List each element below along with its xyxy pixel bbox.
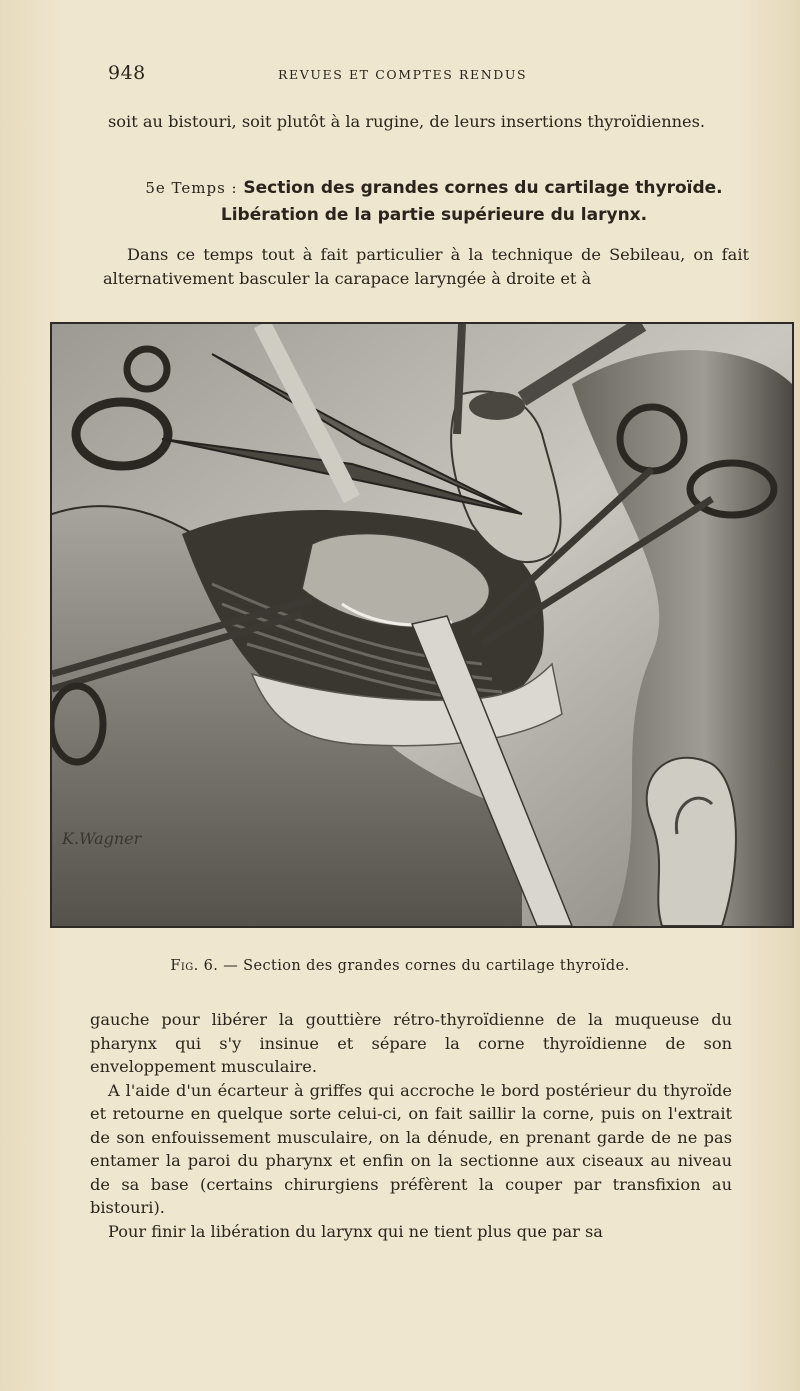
running-head: REVUES ET COMPTES RENDUS xyxy=(278,67,528,82)
section-heading xyxy=(120,175,748,229)
body-text-bottom xyxy=(90,1008,732,1243)
artist-signature: K.Wagner xyxy=(62,829,142,848)
section-heading-prefix: 5e Temps : xyxy=(145,179,244,197)
surgical-illustration xyxy=(52,324,792,926)
surgical-figure xyxy=(50,322,794,928)
page-number: 948 xyxy=(108,62,146,84)
upper-probe xyxy=(457,324,462,434)
ear-illustration xyxy=(647,758,736,926)
figure-label: Fig. 6. xyxy=(170,958,219,974)
section-heading-line-2: Libération de la partie supérieure du larynx. xyxy=(220,205,648,225)
page-header xyxy=(108,62,748,92)
paragraph-pour: Pour finir la libération du larynx qui ne tient plus que par sa xyxy=(108,1221,603,1241)
section-heading-line-1 xyxy=(120,175,748,202)
paragraph-gauche: gauche pour libérer la gouttière rétro-thyroïdienne de la muqueuse du pharynx qui s'y insinue et sépare la corne thyroïdienne de son enveloppement musculaire. xyxy=(90,1010,732,1076)
figure-caption xyxy=(0,958,800,974)
figure-caption-text: — Section des grandes cornes du cartilage thyroïde. xyxy=(218,958,630,974)
section-heading-title: Section des grandes cornes du cartilage thyroïde. xyxy=(243,178,723,198)
trachea-opening xyxy=(469,392,525,420)
paragraph-dans: Dans ce temps tout à fait particulier à la technique de Sebileau, on fait alternativement basculer la carapace laryngée à droite et à xyxy=(103,245,749,288)
paragraph-aide: A l'aide d'un écarteur à griffes qui accroche le bord postérieur du thyroïde et retourne en quelque sorte celui-ci, on fait saillir la corne, puis on l'extrait de son enfouissement musculaire, on la dénude, en prenant garde de ne pas entamer la paroi du pharynx et enfin on la sectionne aux ciseaux au niveau de sa base (certains chirurgiens préfèrent la couper par transfixion au bistouri). xyxy=(90,1080,732,1217)
opening-paragraph: soit au bistouri, soit plutôt à la rugine, de leurs insertions thyroïdiennes. xyxy=(108,112,706,131)
